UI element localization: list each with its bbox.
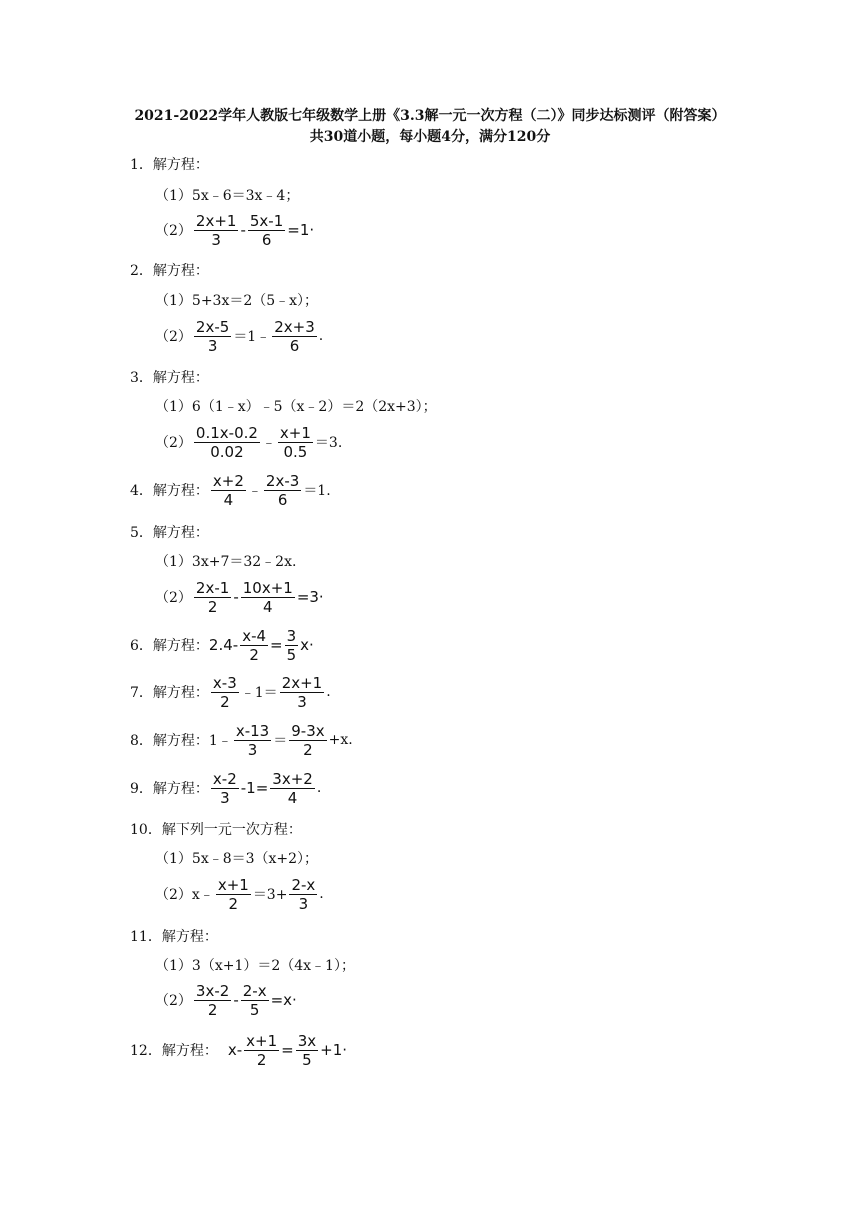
equation-tail: =3· bbox=[296, 588, 324, 606]
numerator: x+1 bbox=[246, 1031, 278, 1050]
equation-tail: . bbox=[326, 684, 331, 700]
fraction bbox=[211, 472, 246, 509]
part-prefix: （2） bbox=[155, 435, 192, 451]
problem-9 bbox=[130, 768, 321, 808]
operator: - bbox=[233, 588, 239, 606]
denominator: 4 bbox=[263, 597, 273, 616]
equation-tail: +1· bbox=[320, 1041, 348, 1059]
fraction bbox=[264, 472, 301, 509]
equation-text: （1）3（x+1）＝2（4x﹣1）； bbox=[155, 958, 355, 974]
fraction bbox=[194, 424, 260, 461]
equation-head: 1﹣ bbox=[208, 733, 232, 749]
fraction bbox=[194, 212, 239, 249]
part-prefix: （2） bbox=[155, 329, 192, 345]
equation-middle: ＝1﹣ bbox=[233, 329, 271, 345]
fraction bbox=[216, 876, 251, 913]
numerator: x+1 bbox=[217, 875, 249, 894]
numerator: 5x-1 bbox=[249, 211, 284, 230]
numerator: 0.1x-0.2 bbox=[195, 423, 258, 442]
denominator: 3 bbox=[211, 230, 221, 249]
equation-middle: ＝3+ bbox=[252, 887, 288, 903]
problem-5-part-1 bbox=[155, 541, 296, 581]
denominator: 3 bbox=[220, 788, 230, 807]
equation-text: （1）5+3x＝2（5﹣x）； bbox=[155, 293, 319, 309]
equation-tail: =1· bbox=[287, 221, 315, 239]
denominator: 5 bbox=[302, 1050, 312, 1069]
denominator: 3 bbox=[297, 692, 307, 711]
fraction bbox=[194, 318, 231, 355]
problem-7 bbox=[130, 672, 331, 712]
problem-3-part-1 bbox=[155, 386, 437, 426]
fraction bbox=[285, 627, 299, 664]
equation-middle: ﹣1＝ bbox=[240, 685, 278, 701]
equation-tail: . bbox=[316, 780, 322, 796]
denominator: 3 bbox=[298, 894, 309, 913]
equation-text: （1）5x﹣6＝3x﹣4； bbox=[155, 188, 300, 204]
denominator: 2 bbox=[220, 692, 230, 711]
denominator: 6 bbox=[277, 490, 288, 509]
equation-tail: ＝3. bbox=[314, 435, 343, 451]
denominator: 2 bbox=[228, 894, 239, 913]
equation-tail: +x. bbox=[328, 732, 353, 748]
problem-4 bbox=[130, 470, 331, 510]
denominator: 0.5 bbox=[283, 442, 308, 461]
denominator: 5 bbox=[249, 1000, 260, 1019]
document-subtitle: 共30道小题，每小题4分，满分120分 bbox=[309, 129, 551, 145]
problem-2-part-1 bbox=[155, 280, 318, 320]
numerator: 3x bbox=[297, 1031, 317, 1050]
problem-11-part-1 bbox=[155, 945, 355, 985]
part-prefix: （2） bbox=[155, 590, 192, 606]
equation-middle: ＝ bbox=[273, 733, 288, 749]
problem-label-text: 1．解方程： bbox=[130, 157, 209, 173]
operator: - bbox=[240, 221, 246, 239]
equation-head: x- bbox=[227, 1041, 243, 1059]
problem-6 bbox=[130, 625, 314, 665]
problem-label-text: 7．解方程： bbox=[130, 685, 209, 701]
numerator: 2x-1 bbox=[195, 578, 230, 597]
problem-10-part-2 bbox=[155, 874, 324, 914]
denominator: 6 bbox=[289, 336, 300, 355]
equation-tail: . bbox=[319, 886, 324, 902]
problem-label-text: 10．解下列一元一次方程： bbox=[130, 822, 302, 838]
numerator: x-2 bbox=[212, 769, 237, 788]
problem-5-part-2 bbox=[155, 577, 324, 617]
part-prefix: （2）x﹣ bbox=[155, 887, 214, 903]
numerator: 3 bbox=[286, 626, 297, 645]
numerator: x-4 bbox=[242, 626, 267, 645]
denominator: 3 bbox=[207, 336, 218, 355]
equation-tail: . bbox=[318, 328, 324, 344]
problem-label-text: 2．解方程： bbox=[130, 263, 209, 279]
problem-label-text: 8．解方程： bbox=[130, 733, 209, 749]
problem-2-part-2 bbox=[155, 316, 323, 356]
problem-label-text: 12．解方程： bbox=[130, 1043, 218, 1059]
problem-1-part-1 bbox=[155, 175, 299, 215]
operator: ﹣ bbox=[261, 435, 276, 451]
fraction bbox=[278, 424, 313, 461]
numerator: 2-x bbox=[242, 981, 267, 1000]
denominator: 2 bbox=[303, 740, 313, 759]
problem-label-text: 5．解方程： bbox=[130, 525, 209, 541]
equation-head: 2.4- bbox=[208, 636, 239, 654]
fraction bbox=[289, 722, 326, 759]
numerator: 3x+2 bbox=[272, 769, 313, 788]
numerator: 10x+1 bbox=[242, 578, 293, 597]
fraction bbox=[241, 982, 269, 1019]
numerator: 2x+1 bbox=[281, 673, 323, 692]
fraction bbox=[194, 579, 231, 616]
fraction bbox=[240, 627, 268, 664]
equation-tail: ＝1. bbox=[303, 483, 331, 499]
fraction bbox=[289, 876, 317, 913]
problem-label-text: 11．解方程： bbox=[130, 929, 218, 945]
fraction bbox=[244, 1032, 279, 1069]
fraction bbox=[234, 722, 271, 759]
operator: ﹣ bbox=[247, 483, 262, 499]
equation-tail: x· bbox=[300, 636, 314, 654]
equation-text: （1）5x﹣8＝3（x+2）； bbox=[155, 851, 319, 867]
part-prefix: （2） bbox=[155, 223, 192, 239]
numerator: 2x-5 bbox=[195, 317, 230, 336]
equation-tail: =x· bbox=[270, 991, 297, 1009]
equation-middle: -1= bbox=[240, 779, 269, 797]
denominator: 4 bbox=[223, 490, 234, 509]
problem-8 bbox=[130, 720, 353, 760]
numerator: 2x-3 bbox=[265, 471, 300, 490]
fraction bbox=[194, 982, 231, 1019]
fraction bbox=[211, 770, 239, 807]
numerator: 2x+1 bbox=[195, 211, 237, 230]
fraction bbox=[272, 318, 317, 355]
denominator: 6 bbox=[261, 230, 272, 249]
operator: - bbox=[233, 991, 239, 1009]
denominator: 2 bbox=[256, 1050, 267, 1069]
denominator: 0.02 bbox=[210, 442, 244, 461]
denominator: 2 bbox=[249, 645, 259, 664]
numerator: 2x+3 bbox=[274, 317, 315, 336]
numerator: 9-3x bbox=[291, 721, 325, 740]
denominator: 4 bbox=[287, 788, 298, 807]
problem-label-text: 6．解方程： bbox=[130, 638, 209, 654]
numerator: 2-x bbox=[291, 875, 316, 894]
equation-middle: = bbox=[270, 636, 283, 654]
numerator: x+1 bbox=[279, 423, 311, 442]
fraction bbox=[280, 674, 325, 711]
problem-3-part-2 bbox=[155, 422, 342, 462]
denominator: 2 bbox=[207, 1000, 218, 1019]
denominator: 2 bbox=[207, 597, 218, 616]
numerator: x-3 bbox=[212, 673, 237, 692]
fraction bbox=[241, 579, 295, 616]
denominator: 3 bbox=[247, 740, 258, 759]
problem-label-text: 4．解方程： bbox=[130, 483, 209, 499]
document-title: 2021-2022学年人教版七年级数学上册《3.3解一元一次方程（二）》同步达标测评（附答案） bbox=[134, 108, 726, 124]
part-prefix: （2） bbox=[155, 993, 192, 1009]
equation-middle: = bbox=[281, 1041, 294, 1059]
problem-12 bbox=[130, 1030, 347, 1070]
equation-text: （1）6（1﹣x）﹣5（x﹣2）＝2（2x+3）； bbox=[155, 399, 437, 415]
denominator: 5 bbox=[286, 645, 297, 664]
problem-10-part-1 bbox=[155, 838, 318, 878]
problem-11-part-2 bbox=[155, 980, 297, 1020]
equation-text: （1）3x+7＝32﹣2x. bbox=[155, 554, 297, 570]
problem-label-text: 9．解方程： bbox=[130, 781, 209, 797]
numerator: x+2 bbox=[212, 471, 244, 490]
problem-1-part-2 bbox=[155, 210, 314, 250]
fraction bbox=[211, 674, 239, 711]
fraction bbox=[296, 1032, 318, 1069]
problem-label-text: 3．解方程： bbox=[130, 370, 209, 386]
fraction bbox=[248, 212, 285, 249]
numerator: 3x-2 bbox=[195, 981, 230, 1000]
fraction bbox=[270, 770, 315, 807]
numerator: x-13 bbox=[235, 721, 270, 740]
